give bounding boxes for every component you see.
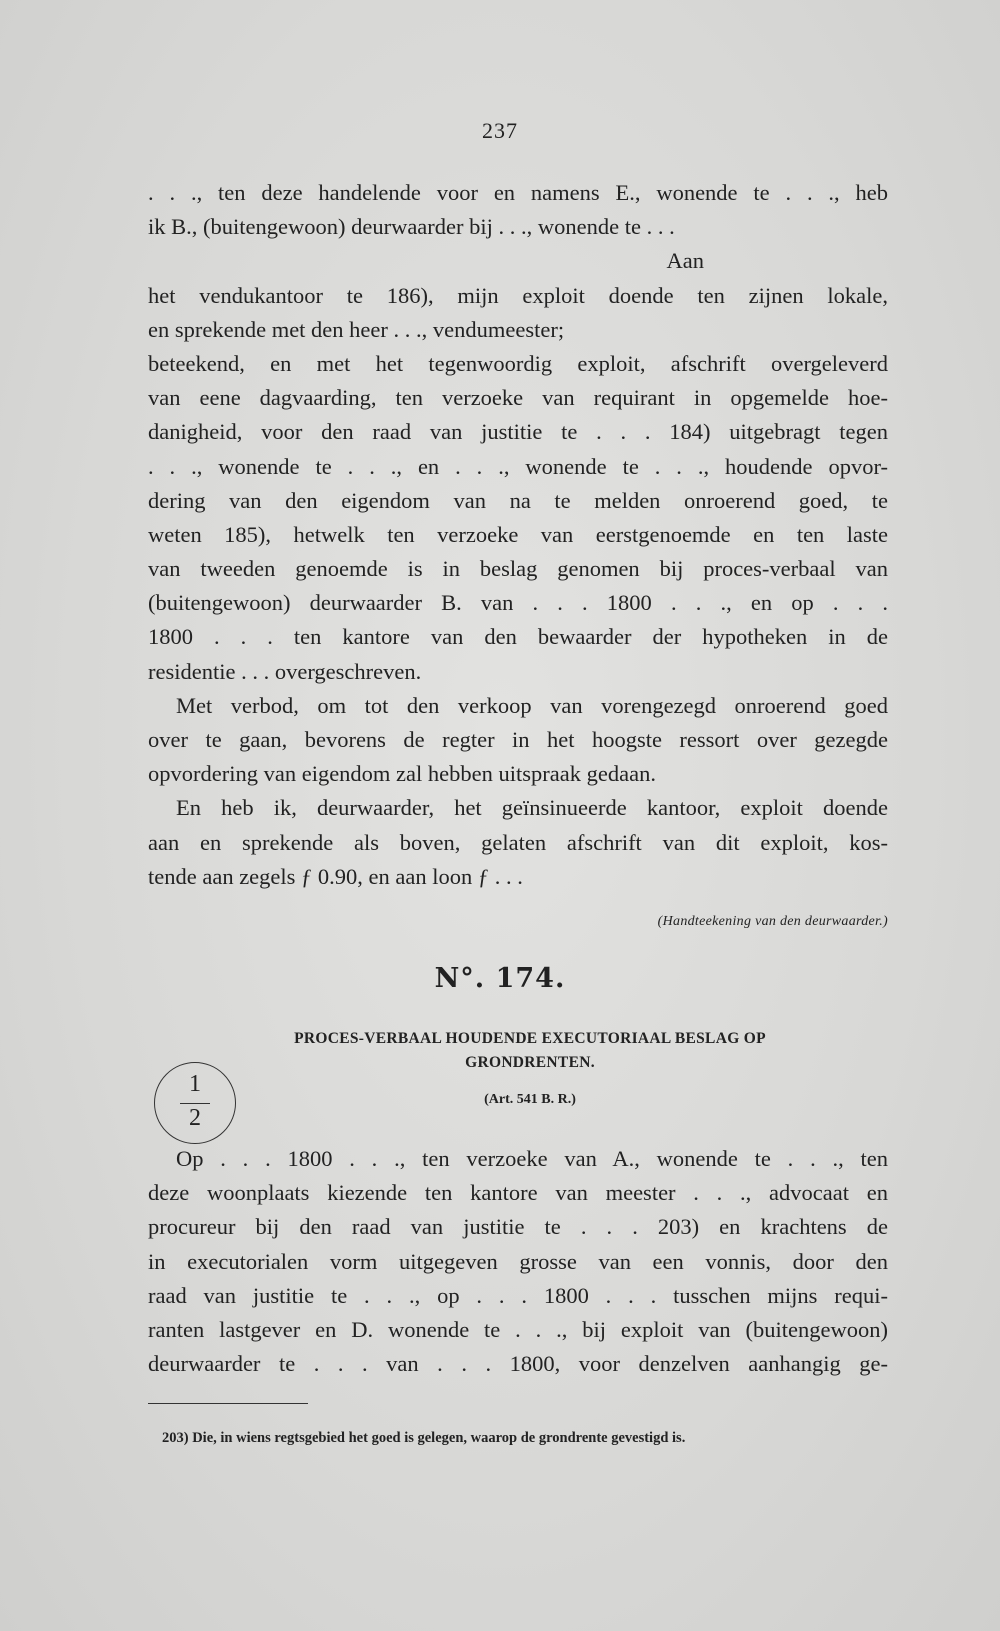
text-line: En heb ik, deurwaarder, het geïnsinueerde kantoor, exploit doende (176, 795, 888, 821)
text-line: procureur bij den raad van justitie te . . . 203) en krachtens de (148, 1214, 888, 1240)
page-number: 237 (482, 118, 518, 143)
text-line: (buitengewoon) deurwaarder B. van . . . 1800 . . ., en op . . . (148, 590, 888, 616)
text-line: van tweeden genoemde is in beslag genomen bij proces-verbaal van (148, 556, 888, 582)
text-line: dering van den eigendom van na te melden onroerend goed, te (148, 487, 888, 513)
text-line: ik B., (buitengewoon) deurwaarder bij . . ., wonende te . . . (148, 214, 675, 240)
signature-note: (Handteekening van den deurwaarder.) (657, 914, 888, 929)
text-line: van eene dagvaarding, ten verzoeke van requirant in opgemelde hoe- (148, 385, 888, 411)
footnote: 203) Die, in wiens regtsgebied het goed is gelegen, waarop de grondrente gevestigd is. (162, 1430, 686, 1446)
text-line: deurwaarder te . . . van . . . 1800, voor denzelven aanhangig ge- (148, 1351, 888, 1377)
second-text-block (148, 1142, 888, 1381)
text-line: opvordering van eigendom zal hebben uitspraak gedaan. (148, 761, 656, 787)
fraction-bar (180, 1103, 210, 1104)
text-line: over te gaan, bevorens de regter in het hoogste ressort over gezegde (148, 727, 888, 752)
fraction-denominator: 2 (189, 1105, 201, 1131)
section-title-line: PROCES-VERBAAL HOUDENDE EXECUTORIAAL BESLAG OP (294, 1030, 766, 1047)
text-line: en sprekende met den heer . . ., vendumeester; (148, 316, 565, 342)
text-line: Aan (666, 248, 704, 274)
fraction-stamp (154, 1062, 236, 1144)
section-number: N°. 174. (434, 963, 566, 994)
footnote-rule (148, 1403, 308, 1404)
text-line: beteekend, en met het tegenwoordig exploit, afschrift overgeleverd (148, 350, 888, 376)
text-line: Op . . . 1800 . . ., ten verzoeke van A., wonende te . . ., ten (176, 1146, 888, 1171)
article-reference: (Art. 541 B. R.) (484, 1092, 576, 1107)
text-line: aan en sprekende als boven, gelaten afschrift van dit exploit, kos- (148, 829, 888, 855)
section-title (250, 1027, 810, 1075)
text-line: in executorialen vorm uitgegeven grosse van een vonnis, door den (148, 1248, 888, 1274)
main-text-block (148, 176, 888, 894)
text-line: danigheid, voor den raad van justitie te . . . 184) uitgebragt tegen (148, 419, 888, 445)
fraction-numerator: 1 (189, 1071, 201, 1097)
text-line: residentie . . . overgeschreven. (148, 658, 422, 684)
section-title-line: GRONDRENTEN. (465, 1054, 595, 1071)
text-line: . . ., ten deze handelende voor en namens E., wonende te . . ., heb (148, 180, 888, 205)
text-line: weten 185), hetwelk ten verzoeke van eerstgenoemde en ten laste (148, 521, 888, 547)
text-line: raad van justitie te . . ., op . . . 1800 . . . tusschen mijns requi- (148, 1282, 888, 1308)
text-line: deze woonplaats kiezende ten kantore van meester . . ., advocaat en (148, 1180, 888, 1206)
text-line: . . ., wonende te . . ., en . . ., wonende te . . ., houdende opvor- (148, 453, 888, 479)
text-line: Met verbod, om tot den verkoop van vorengezegd onroerend goed (176, 692, 888, 718)
text-line: tende aan zegels ƒ 0.90, en aan loon ƒ . . . (148, 863, 523, 889)
text-line: 1800 . . . ten kantore van den bewaarder der hypotheken in de (148, 624, 888, 650)
text-line: ranten lastgever en D. wonende te . . ., bij exploit van (buitengewoon) (148, 1316, 888, 1342)
text-line: het vendukantoor te 186), mijn exploit doende ten zijnen lokale, (148, 282, 888, 308)
